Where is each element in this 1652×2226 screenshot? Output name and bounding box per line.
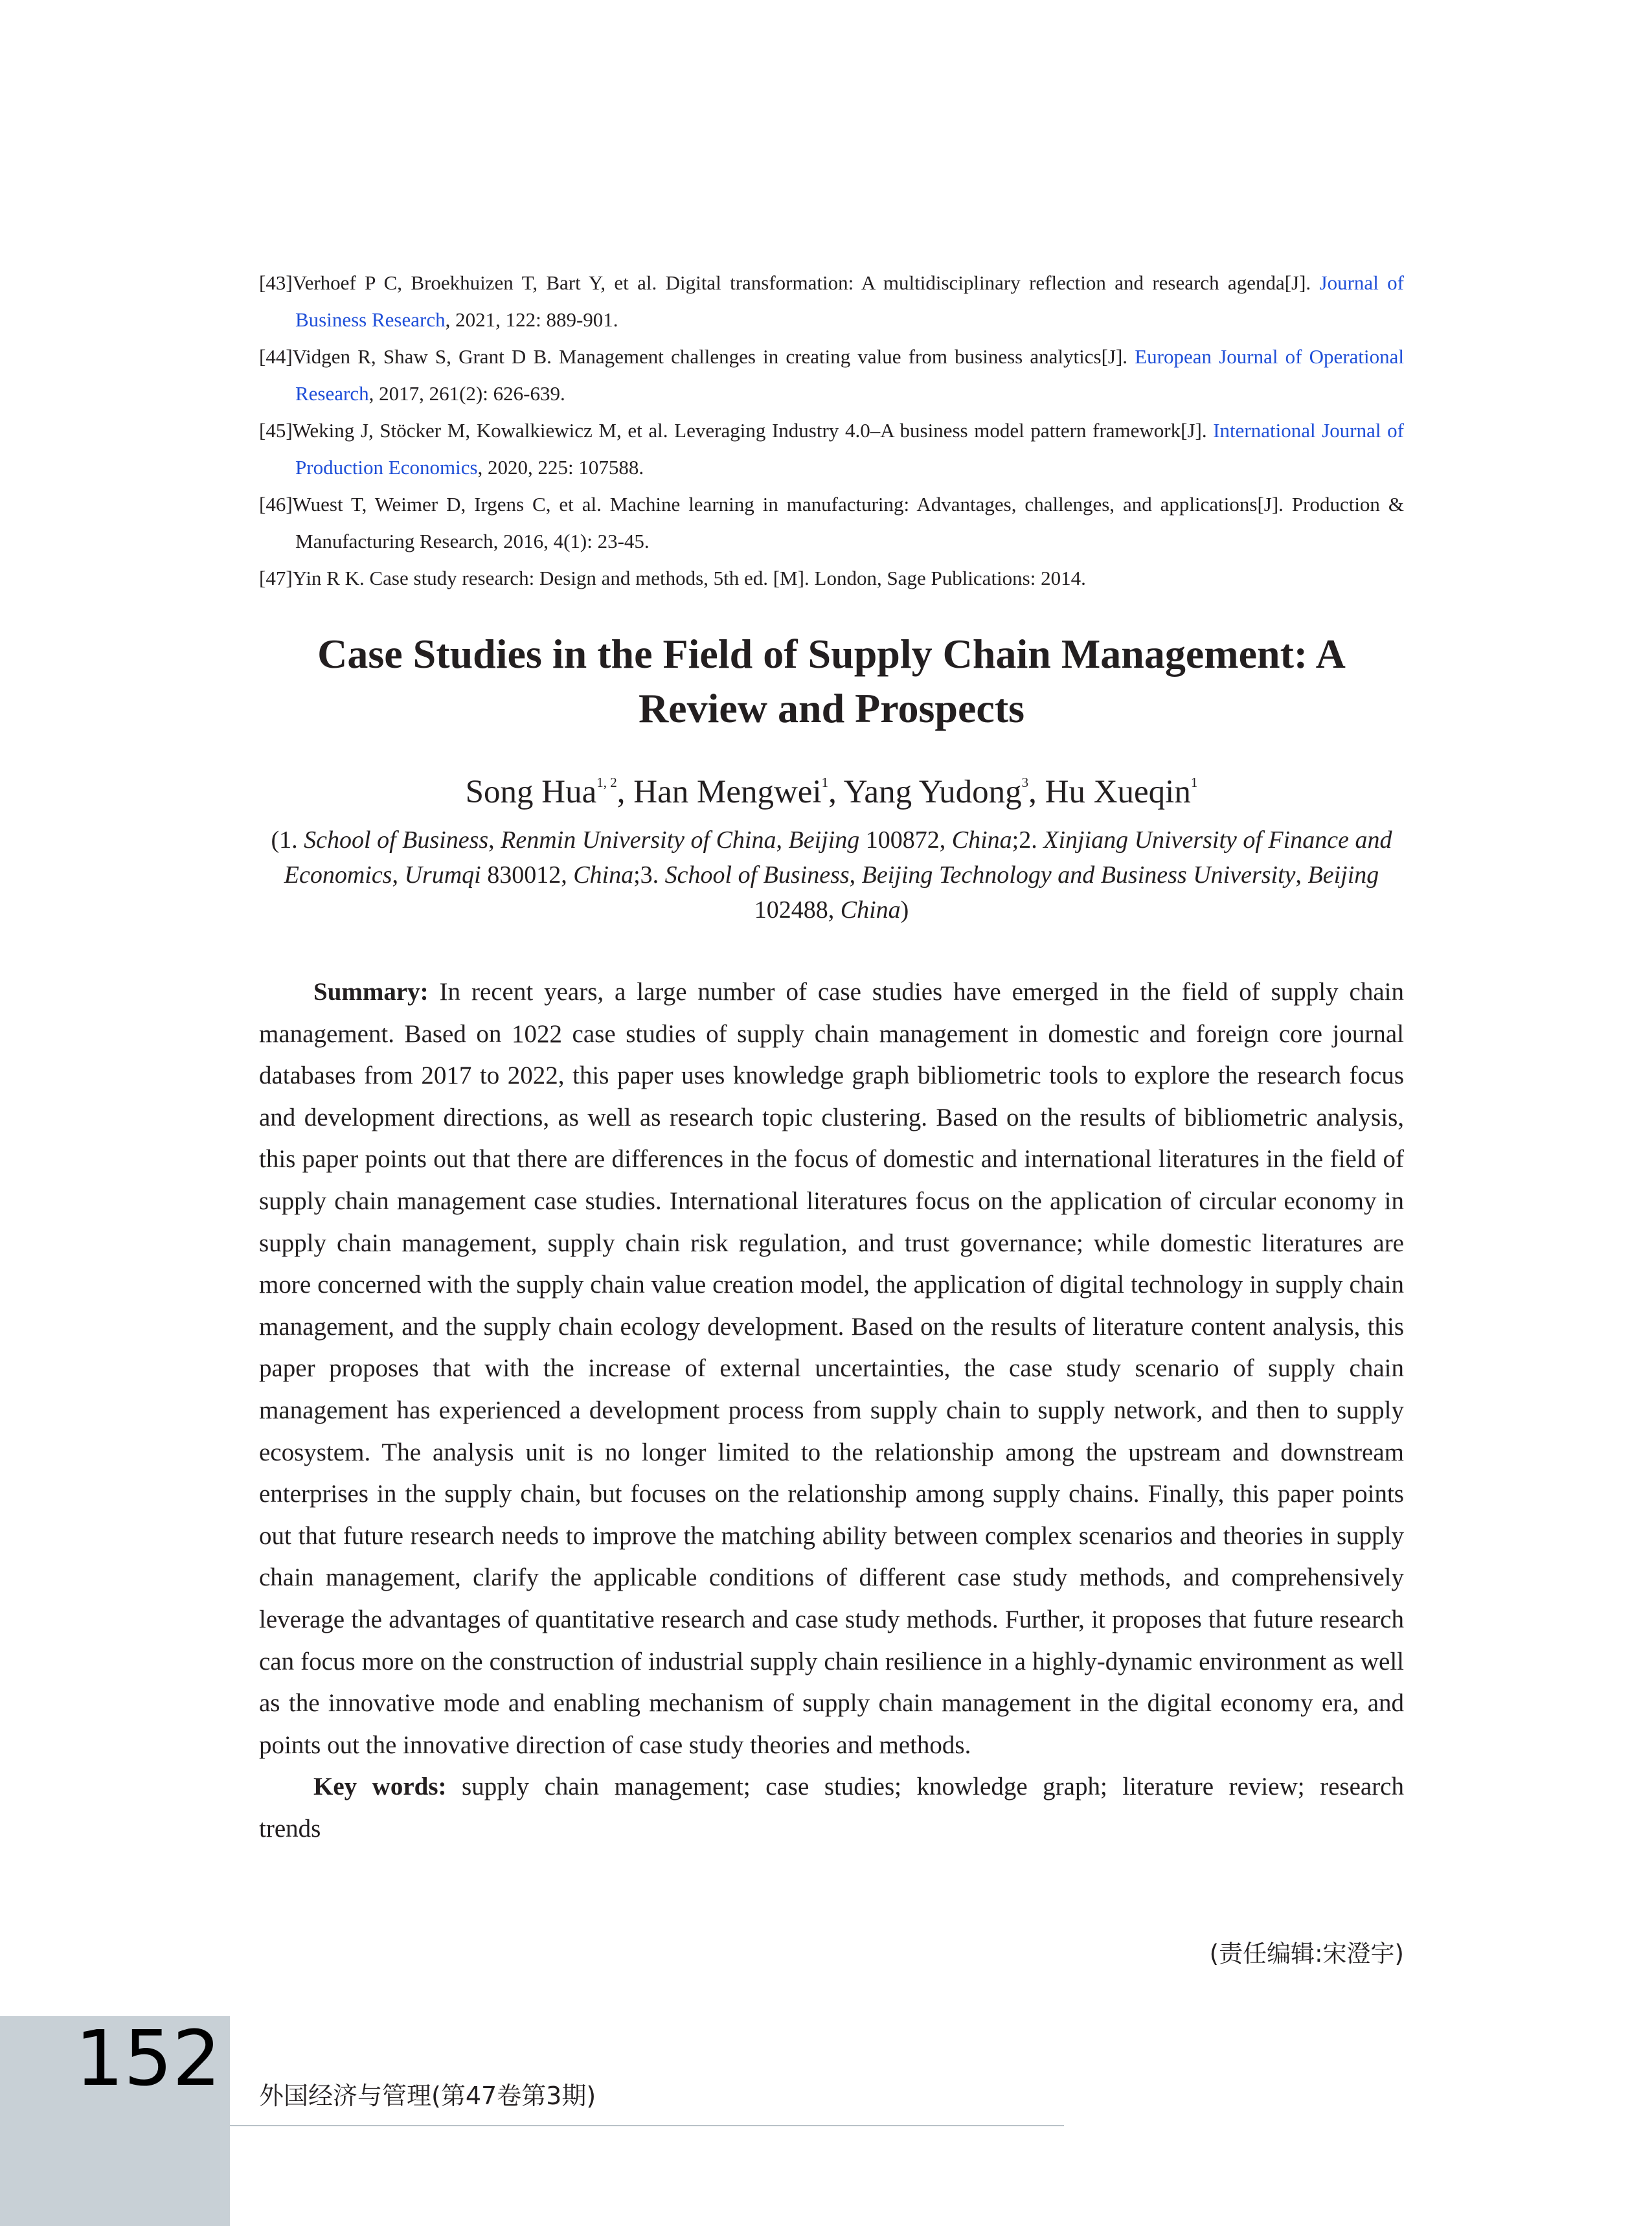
journal-link[interactable]: Journal of Business Research (295, 271, 1404, 331)
journal-link[interactable]: International Journal of Production Economics (295, 419, 1404, 479)
editor-note: (责任编辑:宋澄宇) (1209, 1940, 1404, 1968)
summary-paragraph (259, 971, 1404, 1766)
article-title (194, 627, 1469, 736)
author-name: Yang Yudong (843, 774, 1022, 810)
abstract (259, 971, 1404, 1850)
author-list: Song Hua$^{1, 2}$, Han Mengwei$^1$, Yang Yudong$^3$, Hu Xueqin$^1$ (465, 774, 1198, 810)
author-affiliation-mark: 3 (1021, 775, 1029, 790)
author-affiliation-mark: 1, 2 (596, 775, 617, 790)
summary-label: Summary: (313, 978, 429, 1006)
affiliations: (1. School of Business, Renmin University of China, Beijing 100872, China;2. Xinjiang University of Finance and Economics, Urumqi 830012, China;3. School of Business, Beijing Technology and Business University, Beijing 102488, China) (271, 826, 1392, 924)
keywords-paragraph (259, 1766, 1404, 1850)
reference-item: [47]Yin R K. Case study research: Design and methods, 5th ed. [M]. London, Sage Publications: 2014. (259, 567, 1086, 589)
author-affiliation-mark: 1 (1190, 775, 1198, 790)
journal-link[interactable]: European Journal of Operational Research (295, 345, 1404, 405)
author-name: Han Mengwei (633, 774, 822, 810)
author-affiliation-mark: 1 (821, 775, 829, 790)
summary-text: In recent years, a large number of case studies have emerged in the field of supply chain management. Based on 1022 case studies of supply chain management in domestic and foreign core journal databases from 2017 to 2022, this paper uses knowledge graph bibliometric tools to explore the research focus and development directions, as well as research topic clustering. Based on the results of bibliometric analysis, this paper points out that there are differences in the focus of domestic and international literatures in the field of supply chain management case studies. International literatures focus on the application of circular economy in supply chain management, supply chain risk regulation, and trust governance; while domestic literatures are more concerned with the supply chain value creation model, the application of digital technology in supply chain management, and the supply chain ecology development. Based on the results of literature content analysis, this paper proposes that with the increase of external uncertainties, the case study scenario of supply chain management has experienced a development process from supply chain to supply network, and then to supply ecosystem. The analysis unit is no longer limited to the relationship among the upstream and downstream enterprises in the supply chain, but focuses on the relationship among supply chains. Finally, this paper points out that future research needs to improve the matching ability between complex scenarios and theories in supply chain management, clarify the applicable conditions of different case study methods, and comprehensively leverage the advantages of quantitative research and case study methods. Further, it proposes that future research can focus more on the construction of industrial supply chain resilience in a highly-dynamic environment as well as the innovative mode and enabling mechanism of supply chain management in the digital economy era, and points out the innovative direction of case study theories and methods. (259, 978, 1404, 1759)
author-name: Hu Xueqin (1045, 774, 1191, 810)
footer-divider (230, 2125, 1064, 2126)
reference-list (259, 264, 1404, 596)
reference-item: [46]Wuest T, Weimer D, Irgens C, et al. Machine learning in manufacturing: Advantages, challenges, and applications[J]. Production & Manufacturing Research, 2016, 4(1): 23-45. (259, 493, 1404, 552)
title-line: Review and Prospects (638, 685, 1025, 731)
reference-item: [45]Weking J, Stöcker M, Kowalkiewicz M, et al. Leveraging Industry 4.0–A business model pattern framework[J]. International Journal of Production Economics, 2020, 225: 107588. (259, 419, 1404, 479)
keywords-text: supply chain management; case studies; knowledge graph; literature review; research trends (259, 1773, 1404, 1843)
page-number: 152 (75, 2014, 221, 2103)
journal-issue: 外国经济与管理(第47卷第3期) (259, 2082, 596, 2110)
reference-item: [43]Verhoef P C, Broekhuizen T, Bart Y, et al. Digital transformation: A multidisciplinary reflection and research agenda[J]. Journal of Business Research, 2021, 122: 889-901. (259, 271, 1404, 331)
keywords-label: Key words: (313, 1773, 447, 1801)
title-line: Case Studies in the Field of Supply Chain Management: A (317, 631, 1346, 677)
author-name: Song Hua (465, 774, 597, 810)
reference-item: [44]Vidgen R, Shaw S, Grant D B. Management challenges in creating value from business analytics[J]. European Journal of Operational Research, 2017, 261(2): 626-639. (259, 345, 1404, 405)
